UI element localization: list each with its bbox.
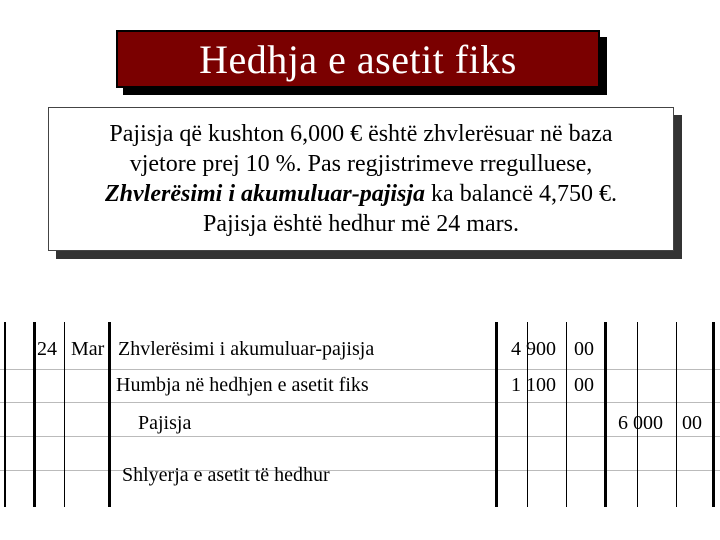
description-line-2: vjetore prej 10 %. Pas regjistrimeve rregulluese, [129, 151, 593, 177]
column-rule [108, 322, 111, 507]
debit-amount: 1 100 [511, 374, 556, 396]
debit-amount: 4 900 [511, 338, 556, 360]
description-line-3 [105, 179, 617, 209]
description-line-1: Pajisja që kushton 6,000 € është zhvlerësuar në baza [109, 121, 613, 147]
entry-explanation: Shlyerja e asetit të hedhur [122, 464, 330, 486]
column-rule [712, 322, 715, 507]
entry-month: Mar [71, 338, 105, 360]
column-rule [4, 322, 6, 507]
account-debit-2: Humbja në hedhjen e asetit fiks [116, 374, 369, 396]
debit-cents: 00 [574, 338, 594, 360]
account-debit-1: Zhvlerësimi i akumuluar-pajisja [118, 338, 375, 360]
journal-entry-table [0, 322, 720, 507]
description-line-3-rest: ka balancë 4,750 €. [425, 181, 617, 207]
description-line-4: Pajisja është hedhur më 24 mars. [203, 211, 519, 237]
column-rule [64, 322, 65, 507]
debit-cents: 00 [574, 374, 594, 396]
column-rule [566, 322, 567, 507]
account-credit-1: Pajisja [138, 412, 192, 434]
column-rule [495, 322, 498, 507]
column-rule [33, 322, 36, 507]
credit-amount: 6 000 [618, 412, 663, 434]
title-box [116, 30, 600, 88]
description-emphasis: Zhvlerësimi i akumuluar-pajisja [105, 181, 426, 207]
entry-day: 24 [37, 338, 57, 360]
column-rule [604, 322, 607, 507]
credit-cents: 00 [682, 412, 702, 434]
description-box [48, 107, 674, 251]
column-rule [676, 322, 677, 507]
slide-title: Hedhja e asetit fiks [199, 36, 517, 82]
